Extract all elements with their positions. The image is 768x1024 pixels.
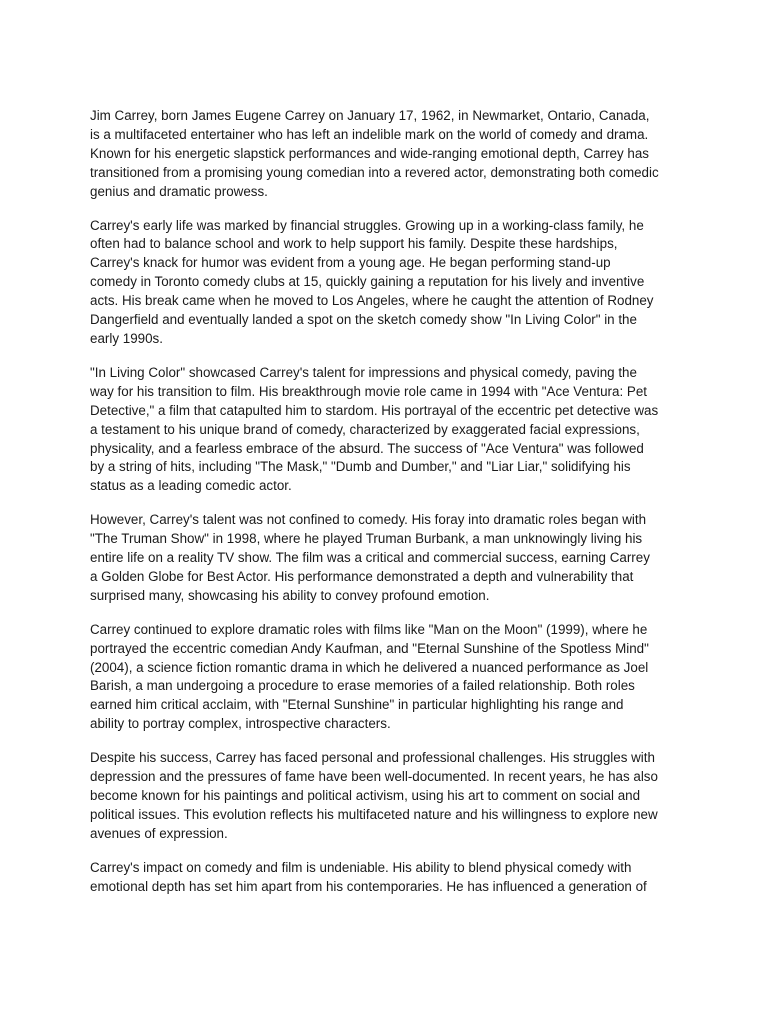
paragraph-3	[90, 364, 684, 496]
text-line: acts. His break came when he moved to Los Angeles, where he caught the attention of Rodney	[90, 293, 654, 309]
text-line: Carrey's early life was marked by financial struggles. Growing up in a working-class family, he	[90, 217, 644, 233]
text-line: Barish, a man undergoing a procedure to erase memories of a failed relationship. Both roles	[90, 678, 635, 694]
text-line: physicality, and a fearless embrace of the absurd. The success of "Ace Ventura" was followed	[90, 440, 644, 456]
text-line: Carrey's knack for humor was evident from a young age. He began performing stand-up	[90, 255, 611, 271]
text-line: entire life on a reality TV show. The film was a critical and commercial success, earning Carrey	[90, 550, 650, 566]
text-line: Detective," a film that catapulted him to stardom. His portrayal of the eccentric pet detective was	[90, 402, 659, 418]
text-line: become known for his paintings and political activism, using his art to comment on social and	[90, 788, 641, 803]
text-line: surprised many, showcasing his ability to convey profound emotion.	[90, 587, 490, 603]
text-line: "In Living Color" showcased Carrey's talent for impressions and physical comedy, paving the	[90, 364, 637, 380]
paragraph-5	[90, 621, 684, 734]
document-body	[90, 107, 684, 912]
text-line: often had to balance school and work to help support his family. Despite these hardships,	[90, 236, 618, 252]
text-line: way for his transition to film. His breakthrough movie role came in 1994 with "Ace Ventura: Pet	[90, 383, 648, 399]
text-line: a testament to his unique brand of comedy, characterized by exaggerated facial expressions,	[90, 421, 640, 437]
text-line: portrayed the eccentric comedian Andy Kaufman, and "Eternal Sunshine of the Spotless Mind"	[90, 640, 649, 656]
text-line: is a multifaceted entertainer who has left an indelible mark on the world of comedy and drama.	[90, 126, 649, 142]
text-line: a Golden Globe for Best Actor. His performance demonstrated a depth and vulnerability that	[90, 568, 634, 584]
paragraph-6	[90, 749, 684, 844]
text-line: Despite his success, Carrey has faced personal and professional challenges. His struggles with	[90, 750, 655, 766]
text-line: (2004), a science fiction romantic drama in which he delivered a nuanced performance as Joel	[90, 659, 649, 675]
text-line: genius and dramatic prowess.	[90, 183, 268, 199]
text-line: Carrey's impact on comedy and film is undeniable. His ability to blend physical comedy with	[90, 859, 632, 875]
text-line: However, Carrey's talent was not confined to comedy. His foray into dramatic roles began with	[90, 512, 647, 528]
text-line: "The Truman Show" in 1998, where he played Truman Burbank, a man unknowingly living his	[90, 531, 643, 547]
text-line: Dangerfield and eventually landed a spot on the sketch comedy show "In Living Color" in the	[90, 312, 637, 328]
text-line: comedy in Toronto comedy clubs at 15, quickly gaining a reputation for his lively and inventive	[90, 274, 645, 290]
paragraph-4	[90, 511, 684, 606]
text-line: earned him critical acclaim, with "Eternal Sunshine" in particular highlighting his range and	[90, 697, 624, 713]
text-line: transitioned from a promising young comedian into a revered actor, demonstrating both comedic	[90, 164, 659, 180]
text-line: ability to portray complex, introspective characters.	[90, 716, 391, 732]
text-line: early 1990s.	[90, 330, 163, 346]
text-line: by a string of hits, including "The Mask," "Dumb and Dumber," and "Liar Liar," solidifying his	[90, 459, 631, 475]
paragraph-7	[90, 859, 684, 897]
text-line: depression and the pressures of fame have been well-documented. In recent years, he has also	[90, 769, 658, 785]
text-line: emotional depth has set him apart from his contemporaries. He has influenced a generation of	[90, 878, 647, 894]
text-line: Carrey continued to explore dramatic roles with films like "Man on the Moon" (1999), where he	[90, 621, 648, 637]
text-line: avenues of expression.	[90, 825, 228, 841]
text-line: Jim Carrey, born James Eugene Carrey on January 17, 1962, in Newmarket, Ontario, Canada,	[90, 108, 650, 123]
paragraph-2	[90, 217, 684, 349]
text-line: political issues. This evolution reflects his multifaceted nature and his willingness to explore new	[90, 806, 658, 822]
text-line: Known for his energetic slapstick performances and wide-ranging emotional depth, Carrey has	[90, 145, 649, 161]
paragraph-1	[90, 107, 684, 202]
text-line: status as a leading comedic actor.	[90, 478, 292, 494]
